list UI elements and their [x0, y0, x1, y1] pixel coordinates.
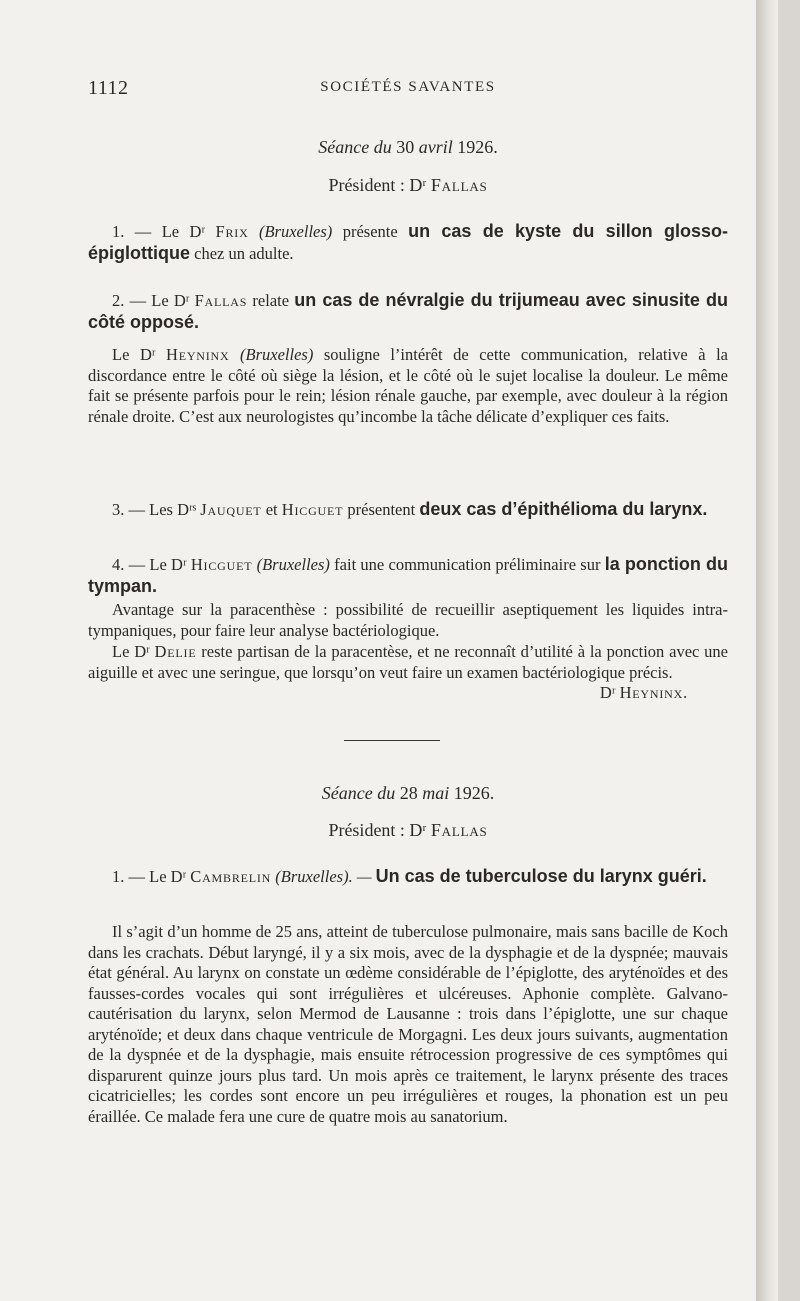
session-president-1: Président : Dʳ Fallas — [328, 175, 488, 195]
communication-5: 1. — Le Dʳ Cambrelin (Bruxelles). — Un cas de tuberculose du larynx guéri. — [112, 866, 707, 886]
communication-4-paragraph-1: Avantage sur la paracenthèse : possibilité de recueillir aseptiquement les liquides intra-tympaniques, pour faire leur analyse bactériologique. — [88, 600, 728, 640]
page-header — [88, 77, 728, 99]
session-date-1: Séance du 30 avril 1926. — [318, 137, 498, 157]
running-title: SOCIÉTÉS SAVANTES — [320, 79, 496, 95]
communication-3-title: deux cas d’épithélioma du larynx. — [419, 499, 708, 519]
communication-3: 3. — Les Dʳˢ Jauquet et Hicguet présentent deux cas d’épithélioma du larynx. — [112, 499, 708, 519]
communication-4-paragraph-2: Le Dʳ Delie reste partisan de la paracentèse, et ne reconnaît d’utilité à la ponction avec une aiguille et avec une seringue, que lorsqu’on veut faire un examen bactériologique précis. Dʳ Heyninx. — [88, 642, 728, 702]
communication-2-title: un cas de névralgie du trijumeau avec sinusite du côté opposé. — [88, 290, 728, 332]
session-date-2: Séance du 28 mai 1926. — [321, 783, 495, 803]
communication-5-title: Un cas de tuberculose du larynx guéri. — [375, 866, 707, 886]
page-number: 1112 — [88, 77, 129, 99]
communication-1-title: un cas de kyste du sillon glosso-épiglottique — [88, 221, 728, 263]
discussion-2: Le Dʳ Heyninx (Bruxelles) souligne l’intérêt de cette communication, relative à la discordance entre le côté où siège la lésion, et le côté où le sujet localise la douleur. Le même fait se présente parfois pour le rein; lésion rénale gauche, par exemple, avec douleur à la région rénale droite. C’est aux neurologistes qu’incombe la tâche délicate d’expliquer ces faits. — [88, 345, 728, 426]
communication-2: 2. — Le Dʳ Fallas relate un cas de névralgie du trijumeau avec sinusite du côté opposé. — [88, 290, 728, 332]
communication-1: 1. — Le Dʳ Frix (Bruxelles) présente un cas de kyste du sillon glosso-épiglottique chez un adulte. — [88, 221, 728, 263]
session-president-2: Président : Dʳ Fallas — [328, 820, 488, 840]
page-edge-shadow — [756, 0, 778, 1301]
communication-4: 4. — Le Dʳ Hicguet (Bruxelles) fait une communication préliminaire sur la ponction du tympan. — [88, 554, 728, 596]
communication-4-title: la ponction du tympan. — [88, 554, 728, 596]
communication-5-body: Il s’agit d’un homme de 25 ans, atteint de tuberculose pulmonaire, mais sans bacille de Koch dans les crachats. Début laryngé, il y a six mois, avec de la dysphagie et de la dyspnée; mauvais état général. Au larynx on constate un œdème considérable de l’épiglotte, des aryténoïdes et des fausses-cordes vocales qui sont irrégulières et ulcéreuses. Aphonie complète. Galvano-cautérisation du larynx, selon Mermod de Lausanne : trois dans l’épiglotte, une sur chaque aryténoïde; et deux dans chaque ventricule de Morgagni. Les deux jours suivants, augmentation de la dyspnée et de la dysphagie, mais ensuite rétrocession progressive de ces symptômes qui disparurent quinze jours plus tard. Un mois après ce traitement, le larynx présente des traces cicatricielles; les cordes sont encore un peu irrégulières et rouges, la phonation est un peu éraillée. Ce malade fera une cure de quatre mois au sanatorium. — [88, 922, 728, 1126]
section-divider — [344, 740, 440, 741]
signature: Dʳ Heyninx. — [599, 683, 688, 702]
